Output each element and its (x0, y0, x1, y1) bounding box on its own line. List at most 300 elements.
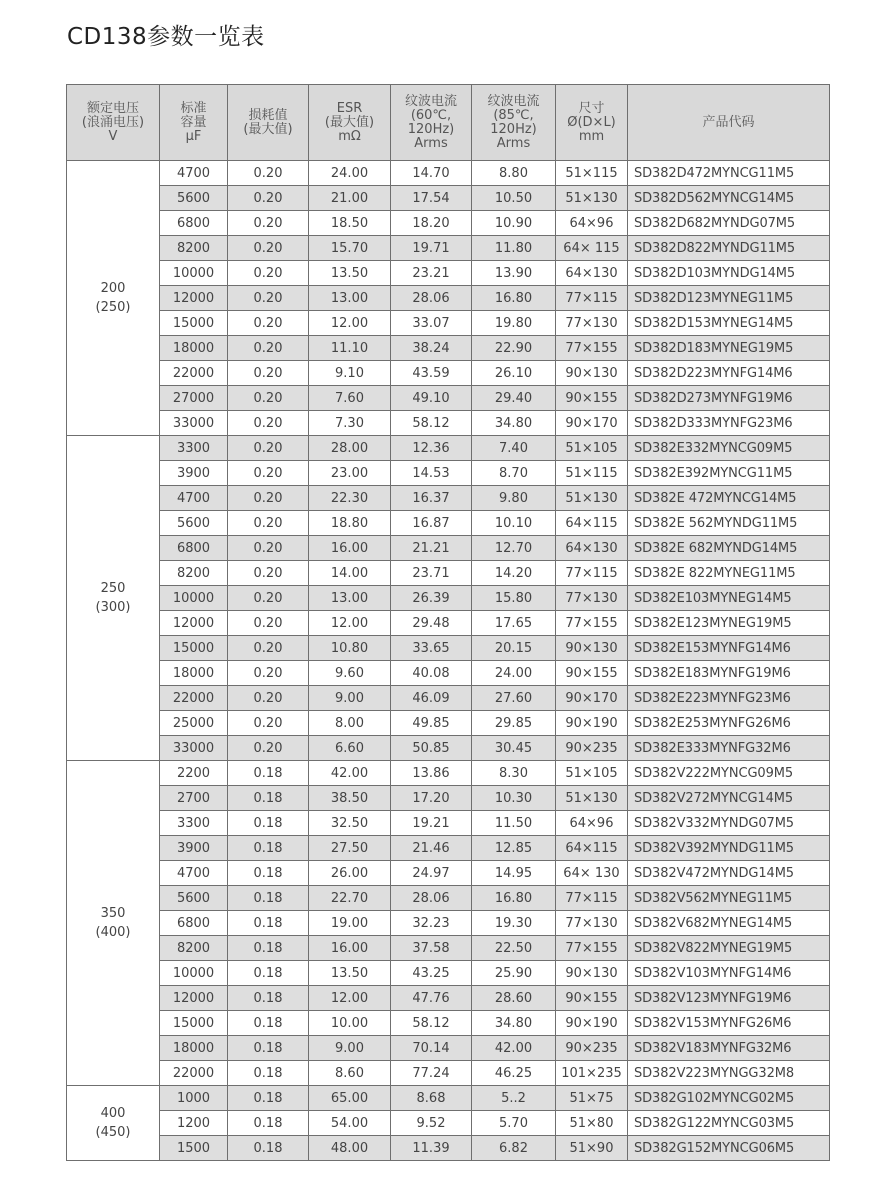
capacitance-cell: 3300 (160, 811, 228, 836)
table-row (67, 761, 830, 786)
tan-cell: 0.20 (228, 511, 309, 536)
product-code-cell: SD382G122MYNCG03M5 (628, 1111, 830, 1136)
table-row (67, 811, 830, 836)
product-code-cell: SD382V103MYNFG14M6 (628, 961, 830, 986)
header-esr-line: ESR (336, 100, 363, 116)
ripple-85-cell: 46.25 (472, 1061, 556, 1086)
esr-cell: 32.50 (309, 811, 391, 836)
product-code-cell: SD382D153MYNEG14M5 (628, 311, 830, 336)
ripple-85-cell: 11.50 (472, 811, 556, 836)
table-row (67, 486, 830, 511)
size-cell: 64×96 (556, 811, 628, 836)
ripple-60-cell: 24.97 (391, 861, 472, 886)
table-row (67, 1136, 830, 1161)
header-row (67, 85, 830, 161)
capacitance-cell: 33000 (160, 411, 228, 436)
ripple-85-cell: 25.90 (472, 961, 556, 986)
ripple-60-cell: 21.46 (391, 836, 472, 861)
capacitance-cell: 4700 (160, 486, 228, 511)
table-row (67, 1061, 830, 1086)
header-size-line: Ø(D×L) (567, 114, 616, 130)
capacitance-cell: 12000 (160, 986, 228, 1011)
table-row (67, 336, 830, 361)
product-code-cell: SD382V223MYNGG32M8 (628, 1061, 830, 1086)
capacitance-cell: 6800 (160, 536, 228, 561)
esr-cell: 9.00 (309, 1036, 391, 1061)
ripple-60-cell: 58.12 (391, 1011, 472, 1036)
esr-cell: 8.00 (309, 711, 391, 736)
esr-cell: 6.60 (309, 736, 391, 761)
tan-cell: 0.20 (228, 311, 309, 336)
ripple-60-cell: 8.68 (391, 1086, 472, 1111)
header-ripple-60-line: Arms (414, 135, 448, 151)
esr-cell: 19.00 (309, 911, 391, 936)
capacitance-cell: 1500 (160, 1136, 228, 1161)
ripple-60-cell: 32.23 (391, 911, 472, 936)
size-cell: 77×130 (556, 911, 628, 936)
ripple-85-cell: 14.95 (472, 861, 556, 886)
product-code-cell: SD382V682MYNEG14M5 (628, 911, 830, 936)
ripple-60-cell: 14.70 (391, 161, 472, 186)
voltage-cell (67, 436, 160, 761)
ripple-85-cell: 19.30 (472, 911, 556, 936)
capacitance-cell: 2200 (160, 761, 228, 786)
tan-cell: 0.20 (228, 261, 309, 286)
ripple-85-cell: 22.50 (472, 936, 556, 961)
capacitance-cell: 3900 (160, 461, 228, 486)
spec-table (66, 84, 830, 1161)
esr-cell: 12.00 (309, 986, 391, 1011)
size-cell: 51×105 (556, 436, 628, 461)
size-cell: 90×190 (556, 1011, 628, 1036)
table-row (67, 936, 830, 961)
tan-cell: 0.20 (228, 661, 309, 686)
table-row (67, 536, 830, 561)
table-row (67, 386, 830, 411)
product-code-cell: SD382E 682MYNDG14M5 (628, 536, 830, 561)
esr-cell: 14.00 (309, 561, 391, 586)
capacitance-cell: 8200 (160, 236, 228, 261)
surge-voltage: (400) (95, 925, 131, 940)
ripple-60-cell: 13.86 (391, 761, 472, 786)
tan-cell: 0.20 (228, 686, 309, 711)
product-code-cell: SD382E223MYNFG23M6 (628, 686, 830, 711)
ripple-85-cell: 9.80 (472, 486, 556, 511)
ripple-85-cell: 7.40 (472, 436, 556, 461)
tan-cell: 0.18 (228, 1111, 309, 1136)
header-esr (309, 85, 391, 161)
table-row (67, 1111, 830, 1136)
header-ripple-60-line: 120Hz) (407, 121, 455, 137)
capacitance-cell: 2700 (160, 786, 228, 811)
ripple-85-cell: 34.80 (472, 1011, 556, 1036)
size-cell: 90×155 (556, 386, 628, 411)
ripple-85-cell: 10.90 (472, 211, 556, 236)
capacitance-cell: 27000 (160, 386, 228, 411)
product-code-cell: SD382E332MYNCG09M5 (628, 436, 830, 461)
tan-cell: 0.20 (228, 186, 309, 211)
table-row (67, 411, 830, 436)
header-capacitance-line: 容量 (180, 114, 207, 130)
capacitance-cell: 10000 (160, 961, 228, 986)
table-row (67, 786, 830, 811)
tan-cell: 0.20 (228, 486, 309, 511)
capacitance-cell: 18000 (160, 336, 228, 361)
ripple-60-cell: 29.48 (391, 611, 472, 636)
esr-cell: 10.80 (309, 636, 391, 661)
table-row (67, 611, 830, 636)
ripple-85-cell: 15.80 (472, 586, 556, 611)
tan-cell: 0.20 (228, 161, 309, 186)
header-ripple-85 (472, 85, 556, 161)
tan-cell: 0.18 (228, 1086, 309, 1111)
table-row (67, 211, 830, 236)
size-cell: 77×155 (556, 936, 628, 961)
product-code-cell: SD382V332MYNDG07M5 (628, 811, 830, 836)
header-ripple-60 (391, 85, 472, 161)
capacitance-cell: 4700 (160, 161, 228, 186)
capacitance-cell: 5600 (160, 186, 228, 211)
size-cell: 90×155 (556, 661, 628, 686)
size-cell: 90×155 (556, 986, 628, 1011)
header-esr-line: mΩ (338, 128, 361, 144)
size-cell: 64×96 (556, 211, 628, 236)
table-row (67, 736, 830, 761)
esr-cell: 54.00 (309, 1111, 391, 1136)
size-cell: 77×155 (556, 611, 628, 636)
size-cell: 77×155 (556, 336, 628, 361)
ripple-60-cell: 77.24 (391, 1061, 472, 1086)
ripple-60-cell: 23.21 (391, 261, 472, 286)
ripple-85-cell: 20.15 (472, 636, 556, 661)
ripple-85-cell: 28.60 (472, 986, 556, 1011)
ripple-60-cell: 17.20 (391, 786, 472, 811)
size-cell: 77×115 (556, 286, 628, 311)
ripple-85-cell: 22.90 (472, 336, 556, 361)
capacitance-cell: 4700 (160, 861, 228, 886)
capacitance-cell: 18000 (160, 661, 228, 686)
ripple-60-cell: 11.39 (391, 1136, 472, 1161)
ripple-60-cell: 12.36 (391, 436, 472, 461)
ripple-85-cell: 42.00 (472, 1036, 556, 1061)
product-code-cell: SD382V272MYNCG14M5 (628, 786, 830, 811)
esr-cell: 65.00 (309, 1086, 391, 1111)
header-ripple-85-line: Arms (496, 135, 531, 151)
capacitance-cell: 12000 (160, 286, 228, 311)
header-product-code-line: 产品代码 (702, 114, 755, 130)
header-capacitance (160, 85, 228, 161)
capacitance-cell: 22000 (160, 686, 228, 711)
header-size-line: 尺寸 (578, 100, 605, 116)
tan-cell: 0.20 (228, 611, 309, 636)
product-code-cell: SD382E103MYNEG14M5 (628, 586, 830, 611)
product-code-cell: SD382G102MYNCG02M5 (628, 1086, 830, 1111)
size-cell: 51×75 (556, 1086, 628, 1111)
product-code-cell: SD382D273MYNFG19M6 (628, 386, 830, 411)
ripple-60-cell: 21.21 (391, 536, 472, 561)
product-code-cell: SD382D333MYNFG23M6 (628, 411, 830, 436)
tan-cell: 0.18 (228, 1011, 309, 1036)
esr-cell: 18.50 (309, 211, 391, 236)
ripple-60-cell: 28.06 (391, 286, 472, 311)
ripple-85-cell: 26.10 (472, 361, 556, 386)
ripple-60-cell: 49.85 (391, 711, 472, 736)
size-cell: 77×115 (556, 561, 628, 586)
product-code-cell: SD382E 472MYNCG14M5 (628, 486, 830, 511)
capacitance-cell: 10000 (160, 586, 228, 611)
ripple-60-cell: 17.54 (391, 186, 472, 211)
header-size-line: mm (578, 128, 605, 144)
esr-cell: 9.00 (309, 686, 391, 711)
tan-cell: 0.18 (228, 886, 309, 911)
ripple-60-cell: 28.06 (391, 886, 472, 911)
header-voltage (67, 85, 160, 161)
tan-cell: 0.20 (228, 736, 309, 761)
size-cell: 51×115 (556, 461, 628, 486)
product-code-cell: SD382E 562MYNDG11M5 (628, 511, 830, 536)
product-code-cell: SD382D562MYNCG14M5 (628, 186, 830, 211)
ripple-60-cell: 70.14 (391, 1036, 472, 1061)
header-capacitance-line: μF (185, 128, 202, 144)
esr-cell: 13.50 (309, 961, 391, 986)
ripple-85-cell: 16.80 (472, 286, 556, 311)
ripple-85-cell: 24.00 (472, 661, 556, 686)
ripple-60-cell: 9.52 (391, 1111, 472, 1136)
table-row (67, 836, 830, 861)
table-row (67, 161, 830, 186)
capacitance-cell: 1000 (160, 1086, 228, 1111)
ripple-60-cell: 23.71 (391, 561, 472, 586)
table-row (67, 886, 830, 911)
ripple-85-cell: 10.50 (472, 186, 556, 211)
capacitance-cell: 1200 (160, 1111, 228, 1136)
capacitance-cell: 12000 (160, 611, 228, 636)
size-cell: 51×130 (556, 186, 628, 211)
table-row (67, 986, 830, 1011)
table-row (67, 461, 830, 486)
esr-cell: 24.00 (309, 161, 391, 186)
ripple-85-cell: 27.60 (472, 686, 556, 711)
ripple-85-cell: 16.80 (472, 886, 556, 911)
ripple-85-cell: 29.85 (472, 711, 556, 736)
table-row (67, 1036, 830, 1061)
tan-cell: 0.20 (228, 211, 309, 236)
tan-cell: 0.18 (228, 811, 309, 836)
ripple-60-cell: 26.39 (391, 586, 472, 611)
product-code-cell: SD382D123MYNEG11M5 (628, 286, 830, 311)
capacitance-cell: 15000 (160, 311, 228, 336)
ripple-60-cell: 58.12 (391, 411, 472, 436)
product-code-cell: SD382E253MYNFG26M6 (628, 711, 830, 736)
esr-cell: 12.00 (309, 611, 391, 636)
capacitance-cell: 3900 (160, 836, 228, 861)
esr-cell: 27.50 (309, 836, 391, 861)
capacitance-cell: 15000 (160, 1011, 228, 1036)
ripple-85-cell: 8.30 (472, 761, 556, 786)
capacitance-cell: 6800 (160, 211, 228, 236)
tan-cell: 0.20 (228, 711, 309, 736)
header-tan-line: (最大值) (243, 121, 293, 137)
size-cell: 77×115 (556, 886, 628, 911)
capacitance-cell: 33000 (160, 736, 228, 761)
table-row (67, 711, 830, 736)
ripple-60-cell: 46.09 (391, 686, 472, 711)
ripple-85-cell: 5..2 (472, 1086, 556, 1111)
ripple-85-cell: 14.20 (472, 561, 556, 586)
tan-cell: 0.20 (228, 286, 309, 311)
product-code-cell: SD382D103MYNDG14M5 (628, 261, 830, 286)
capacitance-cell: 22000 (160, 1061, 228, 1086)
size-cell: 90×130 (556, 961, 628, 986)
voltage-cell (67, 761, 160, 1086)
ripple-60-cell: 14.53 (391, 461, 472, 486)
size-cell: 90×130 (556, 361, 628, 386)
ripple-85-cell: 8.70 (472, 461, 556, 486)
table-row (67, 961, 830, 986)
table-row (67, 236, 830, 261)
product-code-cell: SD382D472MYNCG11M5 (628, 161, 830, 186)
capacitance-cell: 3300 (160, 436, 228, 461)
tan-cell: 0.18 (228, 961, 309, 986)
surge-voltage: (450) (95, 1125, 131, 1140)
table-row (67, 861, 830, 886)
ripple-85-cell: 19.80 (472, 311, 556, 336)
capacitance-cell: 18000 (160, 1036, 228, 1061)
size-cell: 77×130 (556, 311, 628, 336)
tan-cell: 0.18 (228, 786, 309, 811)
voltage-cell (67, 1086, 160, 1161)
esr-cell: 22.70 (309, 886, 391, 911)
tan-cell: 0.20 (228, 536, 309, 561)
table-row (67, 636, 830, 661)
ripple-60-cell: 16.87 (391, 511, 472, 536)
product-code-cell: SD382E123MYNEG19M5 (628, 611, 830, 636)
ripple-60-cell: 49.10 (391, 386, 472, 411)
ripple-85-cell: 10.30 (472, 786, 556, 811)
size-cell: 64×130 (556, 261, 628, 286)
size-cell: 64× 130 (556, 861, 628, 886)
product-code-cell: SD382V123MYNFG19M6 (628, 986, 830, 1011)
table-row (67, 911, 830, 936)
tan-cell: 0.18 (228, 986, 309, 1011)
size-cell: 77×130 (556, 586, 628, 611)
size-cell: 90×235 (556, 736, 628, 761)
capacitance-cell: 25000 (160, 711, 228, 736)
ripple-60-cell: 43.25 (391, 961, 472, 986)
esr-cell: 9.60 (309, 661, 391, 686)
product-code-cell: SD382E183MYNFG19M6 (628, 661, 830, 686)
table-row (67, 686, 830, 711)
size-cell: 90×170 (556, 411, 628, 436)
product-code-cell: SD382V183MYNFG32M6 (628, 1036, 830, 1061)
header-ripple-60-line: 纹波电流 (404, 93, 457, 109)
ripple-85-cell: 12.70 (472, 536, 556, 561)
product-code-cell: SD382V222MYNCG09M5 (628, 761, 830, 786)
ripple-60-cell: 33.07 (391, 311, 472, 336)
product-code-cell: SD382E 822MYNEG11M5 (628, 561, 830, 586)
table-row (67, 586, 830, 611)
product-code-cell: SD382V392MYNDG11M5 (628, 836, 830, 861)
size-cell: 64× 115 (556, 236, 628, 261)
esr-cell: 21.00 (309, 186, 391, 211)
table-row (67, 1011, 830, 1036)
table-row (67, 361, 830, 386)
tan-cell: 0.20 (228, 386, 309, 411)
product-code-cell: SD382D682MYNDG07M5 (628, 211, 830, 236)
ripple-60-cell: 19.71 (391, 236, 472, 261)
product-code-cell: SD382V472MYNDG14M5 (628, 861, 830, 886)
size-cell: 51×130 (556, 486, 628, 511)
table-row (67, 261, 830, 286)
table-row (67, 436, 830, 461)
ripple-60-cell: 40.08 (391, 661, 472, 686)
ripple-85-cell: 30.45 (472, 736, 556, 761)
size-cell: 51×105 (556, 761, 628, 786)
surge-voltage: (250) (95, 300, 131, 315)
ripple-60-cell: 18.20 (391, 211, 472, 236)
tan-cell: 0.18 (228, 1036, 309, 1061)
esr-cell: 7.30 (309, 411, 391, 436)
table-row (67, 561, 830, 586)
header-tan-line: 损耗值 (248, 107, 288, 123)
tan-cell: 0.20 (228, 361, 309, 386)
tan-cell: 0.20 (228, 336, 309, 361)
capacitance-cell: 10000 (160, 261, 228, 286)
rated-voltage: 400 (100, 1106, 126, 1121)
esr-cell: 15.70 (309, 236, 391, 261)
size-cell: 51×90 (556, 1136, 628, 1161)
table-row (67, 511, 830, 536)
capacitance-cell: 8200 (160, 561, 228, 586)
capacitance-cell: 15000 (160, 636, 228, 661)
capacitance-cell: 6800 (160, 911, 228, 936)
size-cell: 101×235 (556, 1061, 628, 1086)
header-product-code (628, 85, 830, 161)
product-code-cell: SD382D183MYNEG19M5 (628, 336, 830, 361)
header-capacitance-line: 标准 (180, 100, 207, 116)
esr-cell: 26.00 (309, 861, 391, 886)
esr-cell: 23.00 (309, 461, 391, 486)
header-ripple-85-line: 纹波电流 (487, 93, 540, 109)
header-tan (228, 85, 309, 161)
product-code-cell: SD382D822MYNDG11M5 (628, 236, 830, 261)
size-cell: 64×115 (556, 511, 628, 536)
tan-cell: 0.20 (228, 236, 309, 261)
product-code-cell: SD382V822MYNEG19M5 (628, 936, 830, 961)
table-row (67, 661, 830, 686)
tan-cell: 0.18 (228, 1136, 309, 1161)
size-cell: 51×130 (556, 786, 628, 811)
tan-cell: 0.18 (228, 936, 309, 961)
size-cell: 51×80 (556, 1111, 628, 1136)
esr-cell: 16.00 (309, 536, 391, 561)
tan-cell: 0.18 (228, 761, 309, 786)
ripple-85-cell: 34.80 (472, 411, 556, 436)
tan-cell: 0.18 (228, 861, 309, 886)
esr-cell: 38.50 (309, 786, 391, 811)
size-cell: 90×170 (556, 686, 628, 711)
tan-cell: 0.20 (228, 436, 309, 461)
esr-cell: 8.60 (309, 1061, 391, 1086)
rated-voltage: 250 (100, 581, 126, 596)
tan-cell: 0.20 (228, 561, 309, 586)
product-code-cell: SD382E153MYNFG14M6 (628, 636, 830, 661)
esr-cell: 11.10 (309, 336, 391, 361)
esr-cell: 9.10 (309, 361, 391, 386)
table-row (67, 186, 830, 211)
esr-cell: 16.00 (309, 936, 391, 961)
page-title: CD138参数一览表 (67, 24, 265, 50)
